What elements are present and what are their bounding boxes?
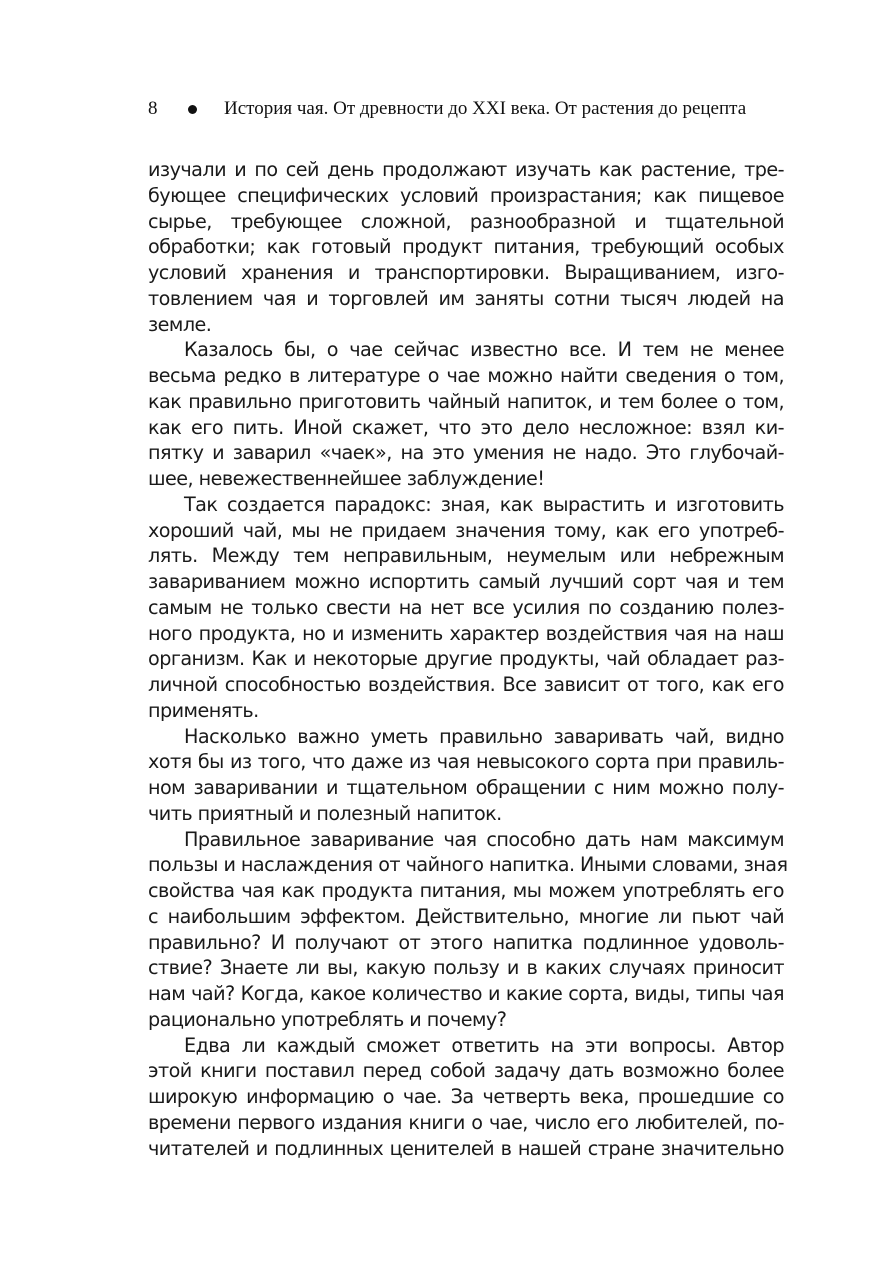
text-line: правильно? И получают от этого напитка подлинное удоволь- <box>148 930 784 954</box>
text-line: обработки; как готовый продукт питания, требующий особых <box>148 235 784 259</box>
text-line: как его пить. Иной скажет, что это дело несложное: взял ки- <box>148 415 784 439</box>
text-line: хотя бы из того, что даже из чая невысокого сорта при правиль- <box>148 750 784 774</box>
text-line: этой книги поставил перед собой задачу дать возможно более <box>148 1059 784 1083</box>
text-line: хороший чай, мы не придаем значения тому, как его употреб- <box>148 518 784 542</box>
text-line: Правильное заваривание чая способно дать нам максимум <box>184 827 784 851</box>
paragraph <box>148 724 784 827</box>
text-line: организм. Как и некоторые другие продукты, чай обладает раз- <box>148 647 784 671</box>
text-line: Насколько важно уметь правильно заваривать чай, видно <box>184 724 784 748</box>
text-line: пятку и заварил «чаек», на это умения не надо. Это глубочай- <box>148 441 784 465</box>
text-line: читателей и подлинных ценителей в нашей стране значительно <box>148 1136 784 1160</box>
paragraph <box>148 337 784 492</box>
paragraph <box>148 492 784 724</box>
text-line: товлением чая и торговлей им заняты сотни тысяч людей на <box>148 286 784 310</box>
text-line: широкую информацию о чае. За четверть века, прошедшие со <box>148 1085 784 1108</box>
text-line: лять. Между тем неправильным, неумелым или небрежным <box>148 544 784 568</box>
text-line: свойства чая как продукта питания, мы можем употреблять его <box>148 879 784 902</box>
text-line: сырье, требующее сложной, разнообразной и тщательной <box>148 209 784 233</box>
text-line: чить приятный и полезный напиток. <box>148 801 502 825</box>
text-line: самым не только свести на нет все усилия по созданию полез- <box>148 595 784 619</box>
text-line: личной способностью воздействия. Все зависит от того, как его <box>148 673 784 696</box>
text-line: ствие? Знаете ли вы, какую пользу и в каких случаях приносит <box>148 956 784 980</box>
text-line: завариванием можно испортить самый лучший сорт чая и тем <box>148 570 784 593</box>
text-line: с наибольшим эффектом. Действительно, многие ли пьют чай <box>148 904 784 928</box>
text-line: Казалось бы, о чае сейчас известно все. И тем не менее <box>184 338 784 362</box>
text-line: шее, невежественнейшее заблуждение! <box>148 467 545 490</box>
paragraph <box>148 827 788 1033</box>
text-line: Так создается парадокс: зная, как вырастить и изготовить <box>184 492 784 516</box>
page-number: 8 <box>148 98 158 119</box>
running-head <box>148 96 788 122</box>
body-text <box>148 157 788 1161</box>
text-line: применять. <box>148 698 259 722</box>
text-line: земле. <box>148 312 212 336</box>
text-line: изучали и по сей день продолжают изучать как растение, тре- <box>148 158 784 181</box>
text-line: ном заваривании и тщательном обращении с ним можно полу- <box>148 776 784 799</box>
text-line: времени первого издания книги о чае, число его любителей, по- <box>148 1110 784 1134</box>
paragraph <box>148 1033 784 1162</box>
text-line: рационально употреблять и почему? <box>148 1007 507 1031</box>
text-line: Едва ли каждый сможет ответить на эти вопросы. Автор <box>184 1033 784 1057</box>
bullet-icon <box>188 105 197 114</box>
text-line: бующее специфических условий произрастания; как пищевое <box>148 183 784 207</box>
text-line: условий хранения и транспортировки. Выращиванием, изго- <box>148 261 784 284</box>
running-head-title: История чая. От древности до XXI века. От растения до рецепта <box>224 98 747 119</box>
text-line: как правильно приготовить чайный напиток, и тем более о том, <box>148 389 784 413</box>
text-line: пользы и наслаждения от чайного напитка. Иными словами, зная <box>148 853 788 877</box>
text-line: весьма редко в литературе о чае можно найти сведения о том, <box>148 364 784 387</box>
paragraph <box>148 157 784 337</box>
text-line: нам чай? Когда, какое количество и какие сорта, виды, типы чая <box>148 982 784 1005</box>
text-line: ного продукта, но и изменить характер воздействия чая на наш <box>148 621 784 645</box>
